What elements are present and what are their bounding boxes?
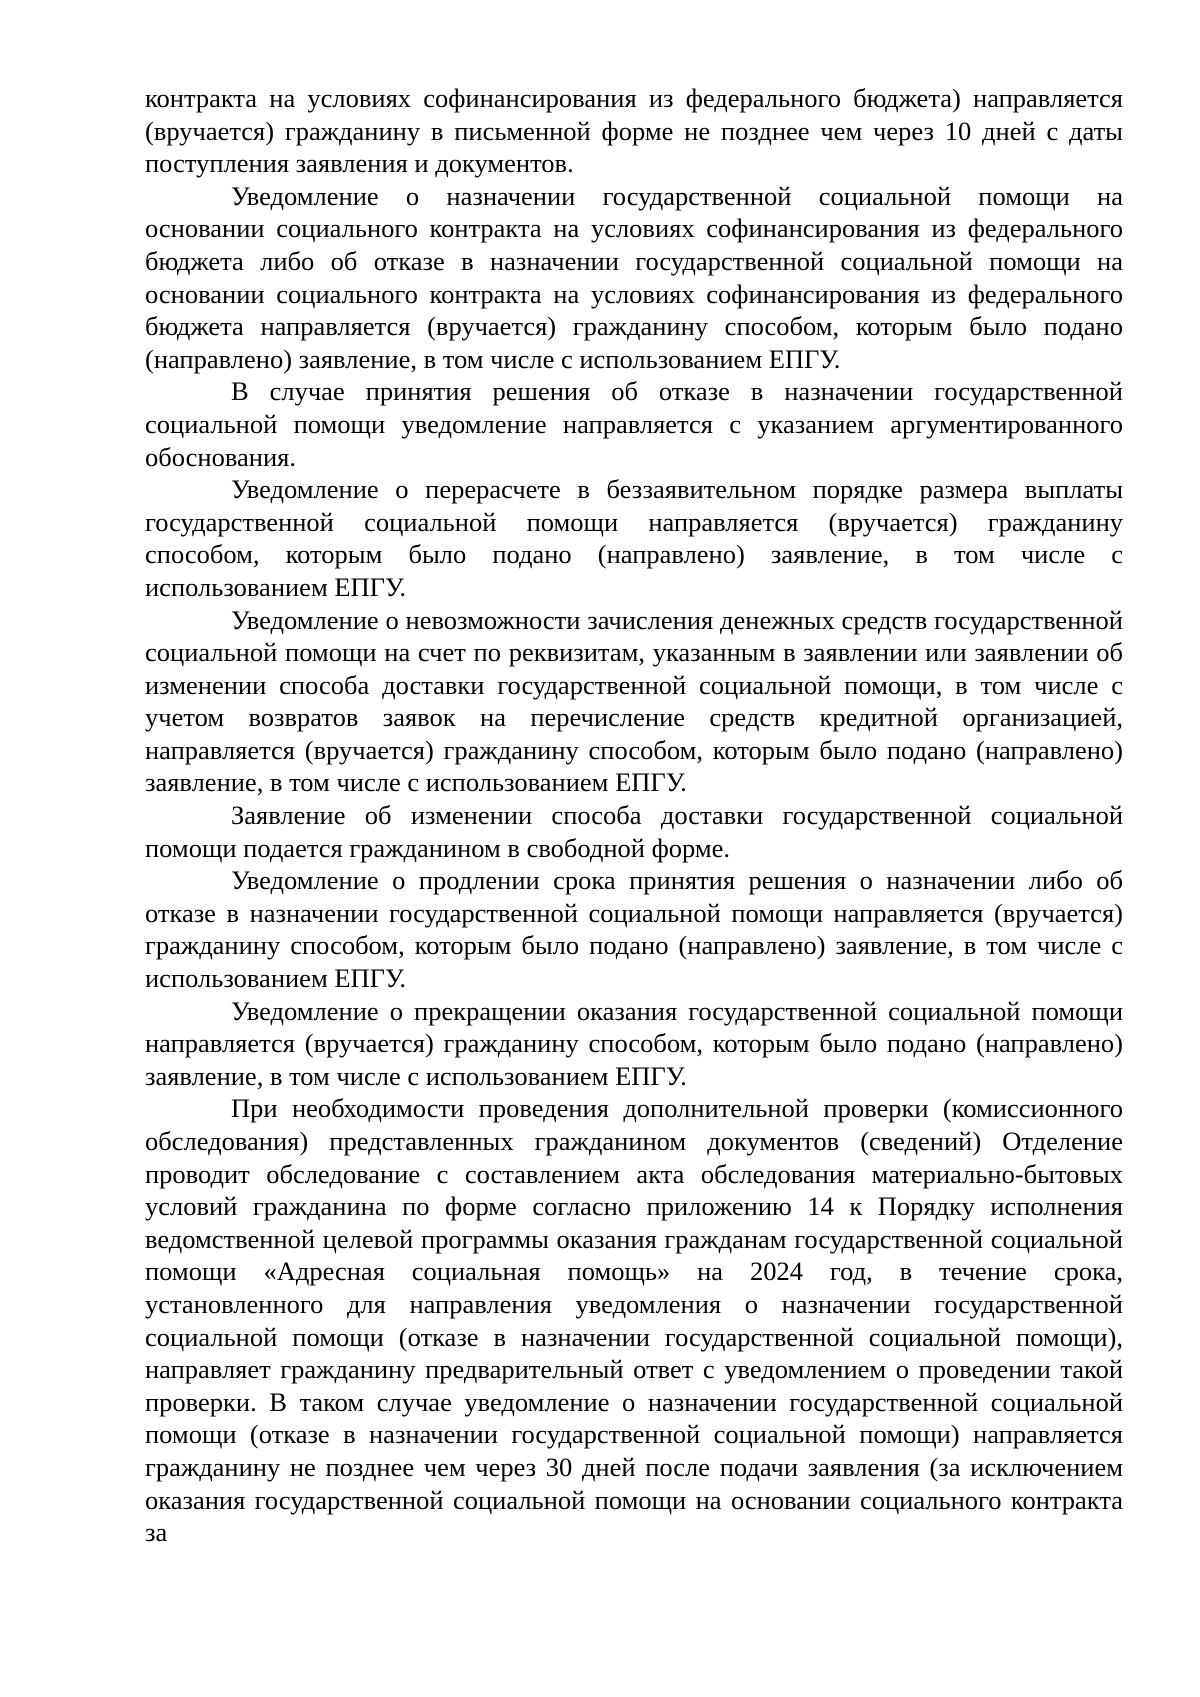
- paragraph-termination-notice: Уведомление о прекращении оказания государственной социальной помощи направляется (вручается) гражданину способом, которым было подано (направлено) заявление, в том числе с использованием ЕПГУ.: [145, 995, 1123, 1091]
- paragraph-refusal-justification: В случае принятия решения об отказе в назначении государственной социальной помощи уведомление направляется с указанием аргументированного обоснования.: [145, 376, 1123, 472]
- paragraph-notice-deadline: контракта на условиях софинансирования из федерального бюджета) направляется (вручается) гражданину в письменной форме не позднее чем через 10 дней с даты поступления заявления и документов.: [145, 83, 1123, 179]
- paragraph-recalculation-notice: Уведомление о перерасчете в беззаявительном порядке размера выплаты государственной социальной помощи направляется (вручается) гражданину способом, которым было подано (направлено) заявление, в том числе с использованием ЕПГУ.: [145, 474, 1123, 602]
- document-page: [145, 82, 1123, 1549]
- paragraph-deadline-extension: Уведомление о продлении срока принятия решения о назначении либо об отказе в назначении государственной социальной помощи направляется (вручается) гражданину способом, которым было подано (направлено) заявление, в том числе с использованием ЕПГУ.: [145, 865, 1123, 994]
- paragraph-delivery-change-application: Заявление об изменении способа доставки государственной социальной помощи подается гражданином в свободной форме.: [145, 800, 1123, 863]
- paragraph-crediting-impossible: Уведомление о невозможности зачисления денежных средств государственной социальной помощи на счет по реквизитам, указанным в заявлении или заявлении об изменении способа доставки государственной социальной помощи, в том числе с учетом возвратов заявок на перечисление средств кредитной организацией, направляется (вручается) гражданину способом, которым было подано (направлено) заявление, в том числе с использованием ЕПГУ.: [145, 604, 1123, 798]
- paragraph-notice-cofinancing: Уведомление о назначении государственной социальной помощи на основании социального контракта на условиях софинансирования из федерального бюджета либо об отказе в назначении государственной социальной помощи на основании социального контракта на условиях софинансирования из федерального бюджета направляется (вручается) гражданину способом, которым было подано (направлено) заявление, в том числе с использованием ЕПГУ.: [145, 180, 1123, 374]
- paragraph-additional-inspection: При необходимости проведения дополнительной проверки (комиссионного обследования) представленных гражданином документов (сведений) Отделение проводит обследование с составлением акта обследования материально-бытовых условий гражданина по форме согласно приложению 14 к Порядку исполнения ведомственной целевой программы оказания гражданам государственной социальной помощи «Адресная социальная помощь» на 2024 год, в течение срока, установленного для направления уведомления о назначении государственной социальной помощи (отказе в назначении государственной социальной помощи), направляет гражданину предварительный ответ с уведомлением о проведении такой проверки. В таком случае уведомление о назначении государственной социальной помощи (отказе в назначении государственной социальной помощи) направляется гражданину не позднее чем через 30 дней после подачи заявления (за исключением оказания государственной социальной помощи на основании социального контракта за: [145, 1093, 1123, 1548]
